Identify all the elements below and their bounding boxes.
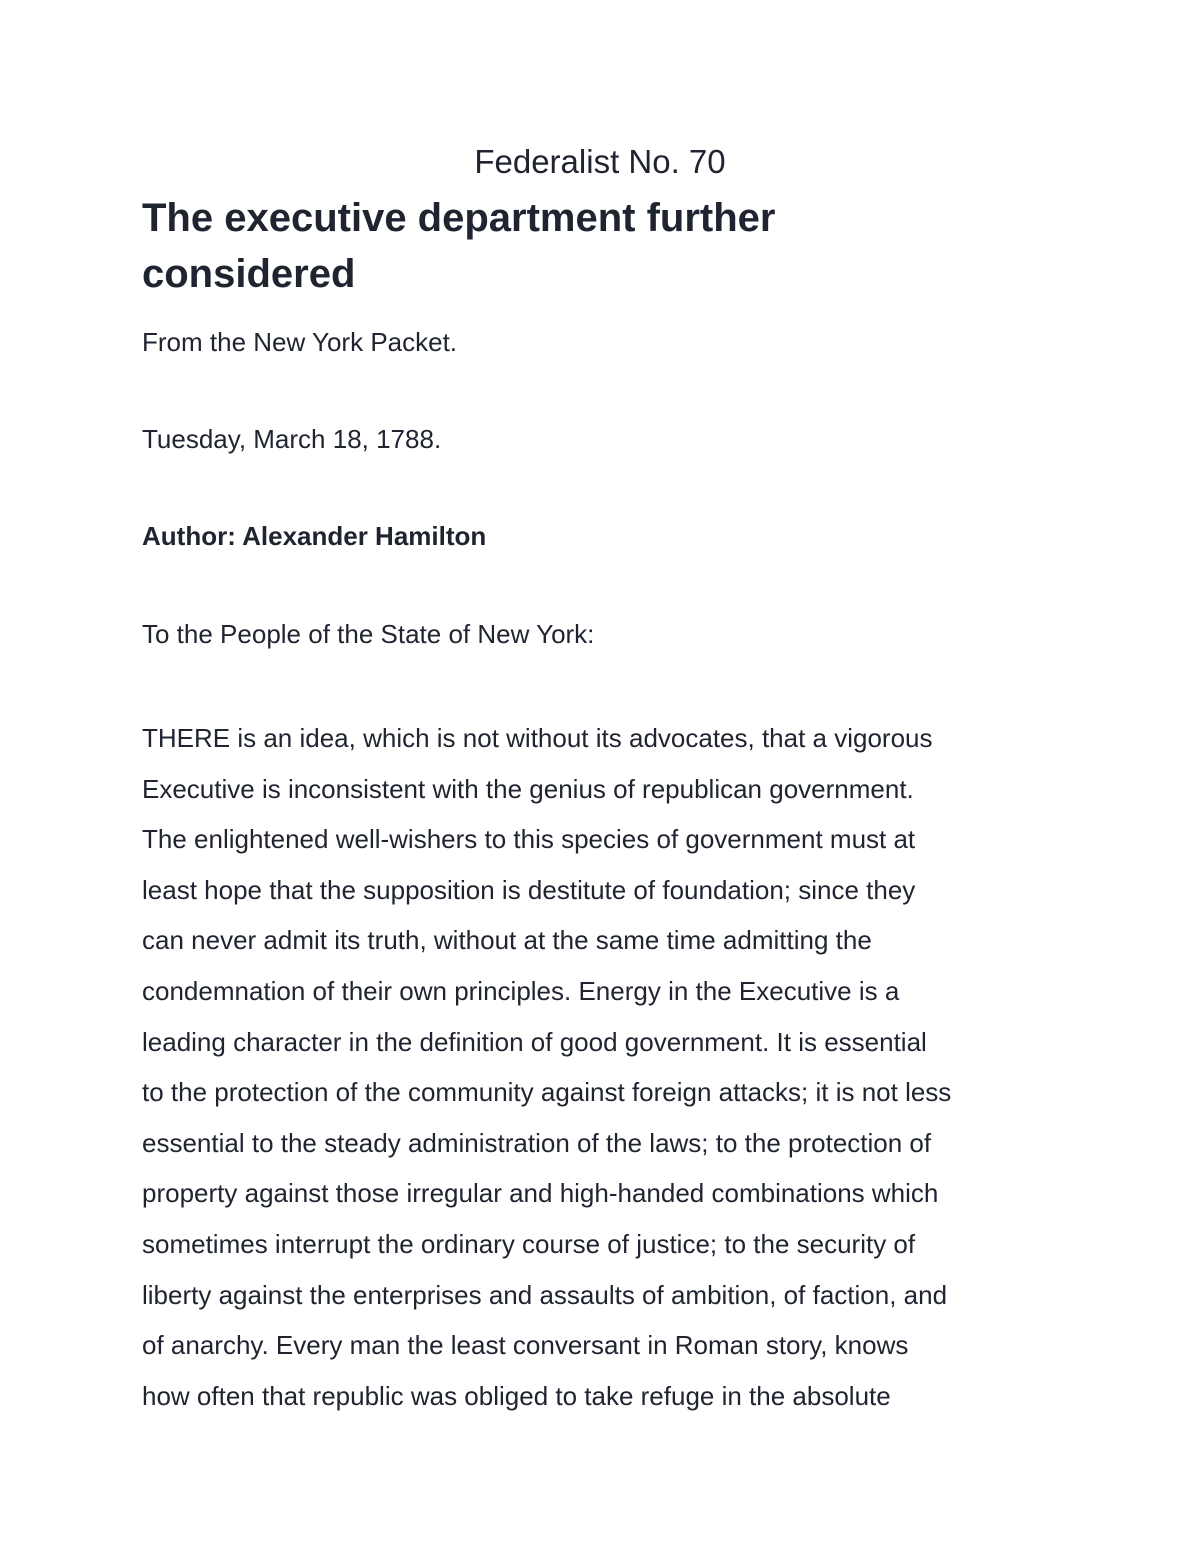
- body-paragraph: [142, 713, 1062, 1421]
- body-line: can never admit its truth, without at the same time admitting the: [142, 925, 872, 956]
- author-line: Author: Alexander Hamilton: [142, 521, 487, 551]
- body-line: of anarchy. Every man the least conversant in Roman story, knows: [142, 1330, 909, 1361]
- body-line: property against those irregular and high-handed combinations which: [142, 1178, 939, 1209]
- salutation: To the People of the State of New York:: [142, 619, 595, 649]
- body-line: how often that republic was obliged to take refuge in the absolute: [142, 1380, 891, 1411]
- document-number: Federalist No. 70: [474, 143, 726, 180]
- document-title: [142, 190, 1042, 302]
- body-line: Executive is inconsistent with the genius of republican government.: [142, 773, 914, 804]
- body-line: THERE is an idea, which is not without its advocates, that a vigorous: [142, 723, 933, 753]
- title-line: considered: [142, 252, 356, 296]
- body-line: condemnation of their own principles. Energy in the Executive is a: [142, 975, 900, 1006]
- body-line: The enlightened well-wishers to this species of government must at: [142, 824, 916, 855]
- body-line: to the protection of the community against foreign attacks; it is not less: [142, 1077, 952, 1108]
- body-line: sometimes interrupt the ordinary course of justice; to the security of: [142, 1228, 916, 1259]
- body-line: leading character in the definition of good government. It is essential: [142, 1026, 927, 1057]
- title-line: The executive department further: [142, 196, 776, 240]
- body-line: essential to the steady administration of the laws; to the protection of: [142, 1127, 932, 1158]
- date-line: Tuesday, March 18, 1788.: [142, 424, 442, 454]
- body-line: least hope that the supposition is destitute of foundation; since they: [142, 874, 916, 905]
- body-line: liberty against the enterprises and assaults of ambition, of faction, and: [142, 1279, 948, 1310]
- source-line: From the New York Packet.: [142, 327, 458, 357]
